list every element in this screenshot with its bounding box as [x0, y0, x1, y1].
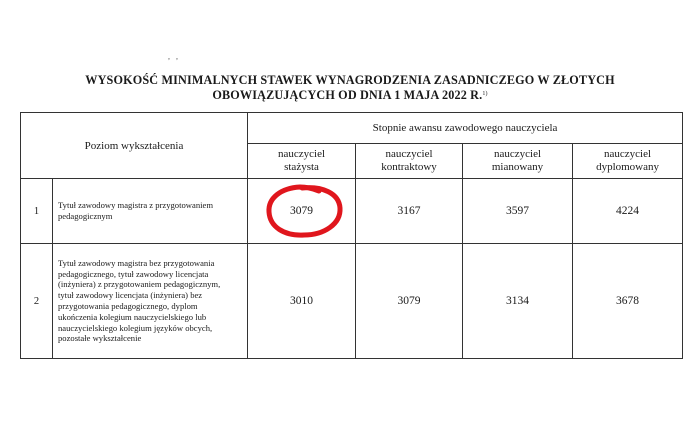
grade-line1: nauczyciel	[278, 148, 326, 160]
header-grade-mianowany	[463, 144, 573, 179]
desc-line: tytuł zawodowy licencjata (inżyniera) bez	[58, 290, 203, 301]
table-row	[21, 244, 683, 359]
salary-rates-table	[20, 112, 683, 359]
row-description	[53, 179, 248, 244]
grade-line2: mianowany	[491, 161, 544, 173]
value-cell-mianowany: 3134	[463, 244, 573, 359]
value-cell-mianowany: 3597	[463, 179, 573, 244]
grade-line1: nauczyciel	[604, 148, 652, 160]
document-title	[0, 73, 700, 103]
value-cell-kontraktowy: 3167	[356, 179, 463, 244]
header-grade-kontraktowy	[356, 144, 463, 179]
value-cell-stazysta: 3079	[248, 179, 356, 244]
grade-line2: kontraktowy	[381, 161, 437, 173]
header-grade-dyplomowany	[573, 144, 683, 179]
title-line-2	[0, 88, 700, 103]
row-number: 2	[21, 244, 53, 359]
grade-line1: nauczyciel	[385, 148, 433, 160]
table-row	[21, 179, 683, 244]
header-grade-stazysta	[248, 144, 356, 179]
footnote-marker: 1)	[482, 91, 488, 97]
value-cell-kontraktowy: 3079	[356, 244, 463, 359]
desc-line: przygotowania pedagogicznego, dyplom	[58, 301, 198, 311]
desc-line: (inżyniera) z przygotowaniem pedagogicznym,	[58, 279, 221, 290]
row-description	[53, 244, 248, 359]
value-cell-dyplomowany: 4224	[573, 179, 683, 244]
desc-line: Tytuł zawodowy magistra bez przygotowania	[58, 257, 215, 268]
desc-line: pedagogicznego, tytuł zawodowy licencjata	[58, 268, 209, 279]
grade-line1: nauczyciel	[494, 148, 542, 160]
header-promotion-levels: Stopnie awansu zawodowego nauczyciela	[248, 113, 683, 144]
header-row-1	[21, 113, 683, 144]
title-line-1: WYSOKOŚĆ MINIMALNYCH STAWEK WYNAGRODZENIA ZASADNICZEGO W ZŁOTYCH	[85, 73, 615, 87]
grade-line2: dyplomowany	[596, 161, 660, 173]
desc-line: nauczycielskiego kolegium języków obcych,	[58, 322, 213, 333]
value-cell-stazysta: 3010	[248, 244, 356, 359]
value-cell-dyplomowany: 3678	[573, 244, 683, 359]
desc-line: pozostałe wykształcenie	[58, 333, 142, 344]
grade-line2: stażysta	[284, 161, 319, 173]
desc-line: ukończenia kolegium nauczycielskiego lub	[58, 311, 207, 322]
corner-mark: , ,	[168, 52, 180, 61]
desc-line: Tytuł zawodowy magistra z przygotowaniem	[58, 200, 213, 211]
header-education-level: Poziom wykształcenia	[21, 113, 248, 179]
row-number: 1	[21, 179, 53, 244]
title-line-2-text: OBOWIĄZUJĄCYCH OD DNIA 1 MAJA 2022 R.	[212, 88, 483, 102]
desc-line: pedagogicznym	[58, 211, 113, 221]
